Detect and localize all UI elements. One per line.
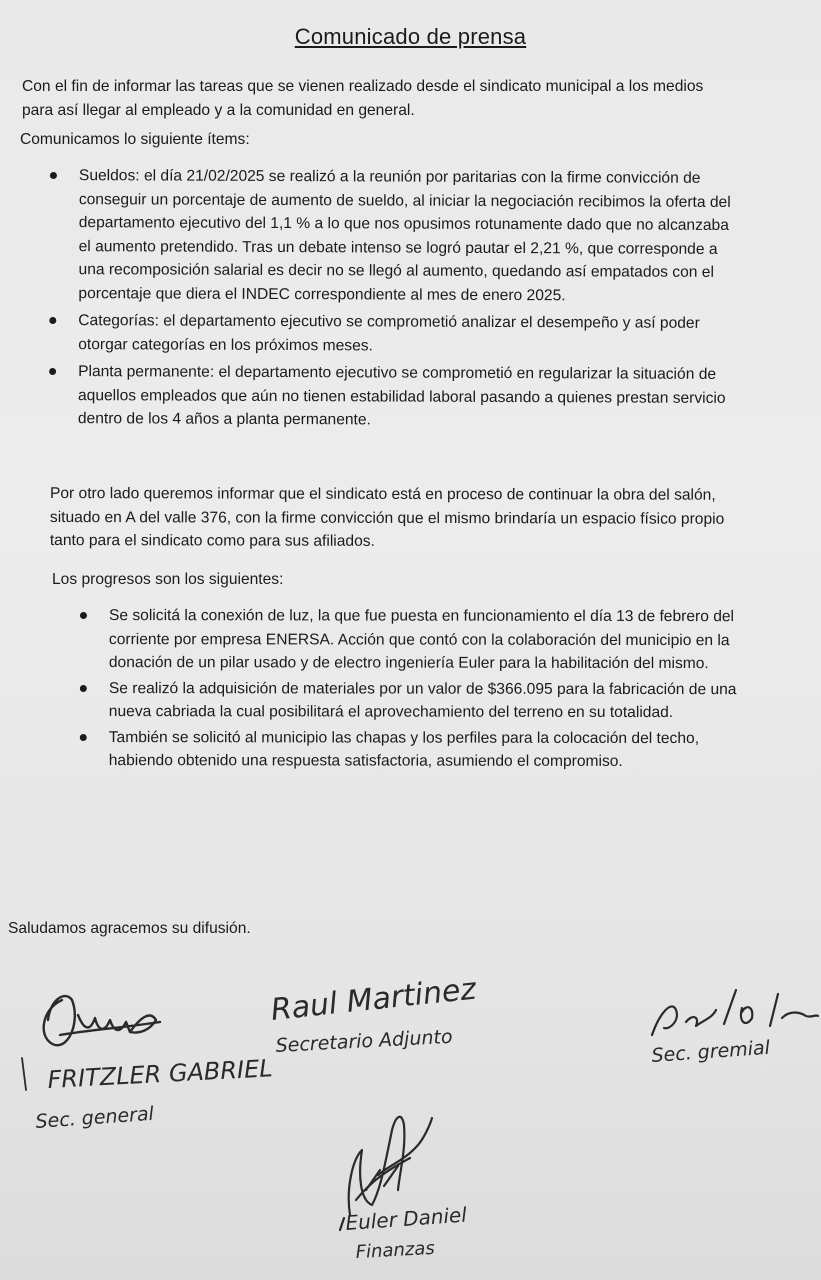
signature-role-text: Sec. gremial (650, 1036, 771, 1067)
signature-role-text: Sec. general (34, 1102, 155, 1133)
bullet-icon (80, 733, 87, 740)
bullet-icon (80, 612, 87, 619)
signature-name-text: FRITZLER GABRIEL (46, 1054, 274, 1094)
list-item-categorias: Categorías: el departamento ejecutivo se comprometió analizar el desempeño y así poder otorgar categorías en los próximos meses. (49, 309, 733, 359)
progress-item-luz: Se solicitá la conexión de luz, la que fue puesta en funcionamiento el día 13 de febrero del corriente por empresa ENERSA. Acción que contó con la colaboración del municipio en la donación de un pilar usado y de electro ingeniería Euler para la habilitación del mismo. (80, 604, 748, 676)
progress-item-materiales: Se realizó la adquisición de materiales por un valor de $366.095 para la fabricación de una nueva cabriada la cual posibilitará el aprovechamiento del terreno en su totalidad. (80, 676, 748, 724)
closing-line: Saludamos agracemos su difusión. (8, 920, 251, 937)
progress-list (80, 604, 748, 774)
signature-gremial (651, 990, 818, 1067)
bullet-icon (49, 368, 56, 375)
intro-paragraph: Con el fin de informar las tareas que se vienen realizado desde el sindicato municipal a los medios para así llegar al empleado y a la comunidad en general. (22, 78, 704, 119)
signature-name-text: Raul Martinez (269, 971, 478, 1028)
bullet-icon (80, 684, 87, 691)
signature-fritzler (22, 996, 273, 1133)
signature-euler (340, 1117, 468, 1263)
signature-role-text: Finanzas (355, 1237, 436, 1263)
signature-martinez (269, 971, 479, 1057)
list-item-planta-permanente: Planta permanente: el departamento ejecutivo se comprometió en regularizar la situación de aquellos empleados que aún no tienen estabilidad laboral pasando a quienes prestan servicio dentro de los 4 años a planta permanente. (49, 360, 733, 433)
progress-item-chapas: También se solicitó al municipio las chapas y los perfiles para la colocación del techo, habiendo obtenido una respuesta satisfactoria, asumiendo el compromiso. (80, 725, 748, 773)
signature-name-text: Euler Daniel (344, 1202, 468, 1235)
progress-heading: Los progresos son los siguientes: (52, 571, 284, 588)
items-list (49, 164, 734, 433)
items-heading: Comunicamos lo siguiente ítems: (20, 131, 250, 148)
obra-paragraph: Por otro lado queremos informar que el sindicato está en proceso de continuar la obra del salón, situado en A del valle 376, con la firme convicción que el mismo brindaría un espacio físico propio tanto para el sindicato como para sus afiliados. (49, 485, 725, 550)
bullet-icon (50, 172, 57, 179)
document-title: Comunicado de prensa (294, 24, 527, 49)
signature-role-text: Secretario Adjunto (275, 1025, 454, 1057)
list-item-sueldos: Sueldos: el día 21/02/2025 se realizó a la reunión por paritarias con la firme convicción de conseguir un porcentaje de aumento de sueldo, al iniciar la negociación recibimos la oferta del departamento ejecutivo del 1,1 % a lo que nos opusimos rotunamente dado que no alcanzaba el aumento pretendido. Tras un debate intenso se logró pautar el 2,21 %, que corresponde a una recomposición salarial es decir no se llegó al aumento, quedando así empatados con el porcentaje que diera el INDEC correspondiente al mes de enero 2025. (49, 164, 734, 308)
bullet-icon (49, 317, 56, 324)
